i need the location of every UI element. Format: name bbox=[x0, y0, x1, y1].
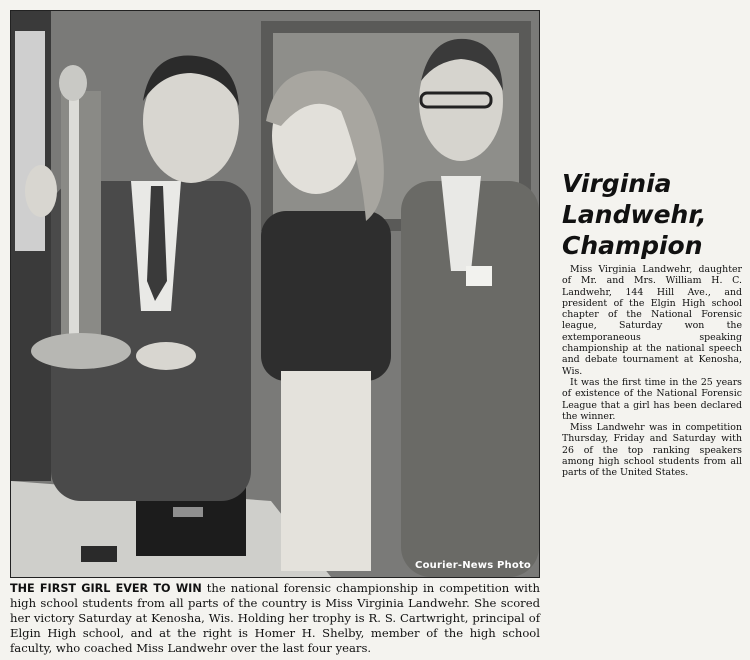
headline-line: Landwehr, bbox=[562, 200, 707, 229]
headline-line: Virginia bbox=[562, 169, 672, 198]
photo-illustration bbox=[11, 11, 539, 577]
article-headline bbox=[562, 168, 742, 261]
photo-caption bbox=[10, 581, 540, 656]
article-paragraph: Miss Virginia Landwehr, daughter of Mr. and Mrs. William H. C. Landwehr, 144 Hill Ave., and president of the Elgin High school chapter of the National Forensic league, Saturday won the extemporaneous speaking championship at the national speech and debate tournament at Kenosha, Wis. bbox=[562, 264, 742, 377]
article-paragraph: Miss Landwehr was in competition Thursday, Friday and Saturday with 26 of the top ranking speakers among high school students from all parts of the United States. bbox=[562, 422, 742, 479]
photo-credit: Courier-News Photo bbox=[415, 560, 531, 571]
caption-body: the national forensic championship in competition with high school students from all parts of the country is Miss Virginia Landwehr. She scored her victory Saturday at Kenosha, Wis. Holding her trophy is R. S. Cartwright, principal of Elgin High school, and at the right is Homer H. Shelby, member of the high school faculty, who coached Miss Landwehr over the last four years. bbox=[10, 581, 540, 655]
article-body bbox=[562, 264, 742, 479]
headline-line: Champion bbox=[562, 231, 703, 260]
news-photo bbox=[10, 10, 540, 578]
caption-lead: THE FIRST GIRL EVER TO WIN bbox=[10, 582, 202, 595]
article-paragraph: It was the first time in the 25 years of existence of the National Forensic League that a girl has been declared the winner. bbox=[562, 376, 742, 422]
